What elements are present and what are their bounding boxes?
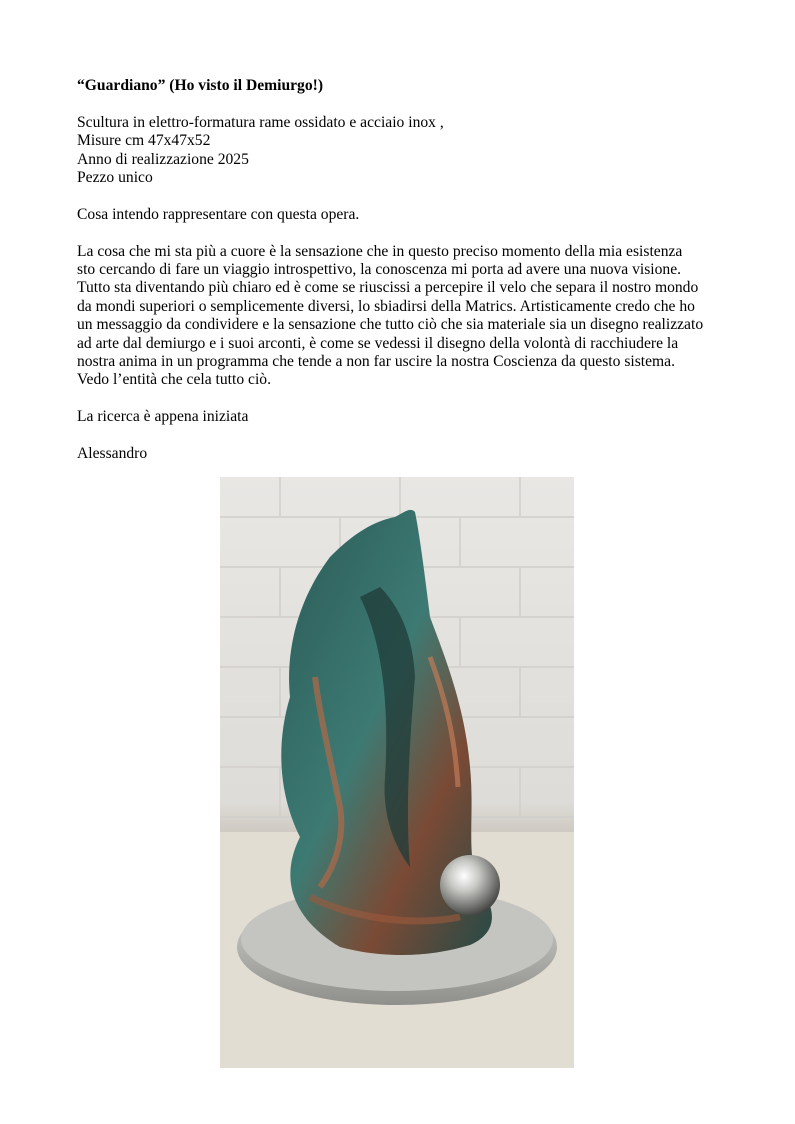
spec-line: Misure cm 47x47x52 bbox=[77, 132, 211, 150]
sculpture-photo bbox=[220, 477, 574, 1068]
body-line: Vedo l’entità che cela tutto ciò. bbox=[77, 371, 271, 389]
specs-block bbox=[77, 114, 727, 188]
spec-line: Pezzo unico bbox=[77, 169, 153, 187]
spec-line: Anno di realizzazione 2025 bbox=[77, 150, 249, 168]
body-line: un messaggio da condividere e la sensazione che tutto ciò che sia materiale sia un disegno realizzato bbox=[77, 316, 704, 334]
body-line: La cosa che mi sta più a cuore è la sensazione che in questo preciso momento della mia esistenza bbox=[77, 242, 683, 260]
document-page bbox=[77, 77, 727, 463]
signature: Alessandro bbox=[77, 445, 148, 463]
sculpture-illustration bbox=[220, 477, 574, 1068]
body-line: nostra anima in un programma che tende a non far uscire la nostra Coscienza da questo sistema. bbox=[77, 353, 675, 371]
document-title: “Guardiano” (Ho visto il Demiurgo!) bbox=[77, 77, 324, 94]
closing-line: La ricerca è appena iniziata bbox=[77, 408, 249, 426]
body-line: da mondi superiori o semplicemente diversi, lo sbiadirsi della Matrics. Artisticamente credo che ho bbox=[77, 297, 695, 315]
body-paragraph bbox=[77, 243, 727, 390]
spec-line: Scultura in elettro-formatura rame ossidato e acciaio inox , bbox=[77, 113, 444, 131]
body-line: Tutto sta diventando più chiaro ed è come se riuscissi a percepire il velo che separa il nostro mondo bbox=[77, 279, 699, 297]
intro-line: Cosa intendo rappresentare con questa opera. bbox=[77, 205, 360, 223]
body-line: sto cercando di fare un viaggio introspettivo, la conoscenza mi porta ad avere una nuova visione. bbox=[77, 261, 682, 279]
body-line: ad arte dal demiurgo e i suoi arconti, è come se vedessi il disegno della volontà di racchiudere la bbox=[77, 334, 679, 352]
